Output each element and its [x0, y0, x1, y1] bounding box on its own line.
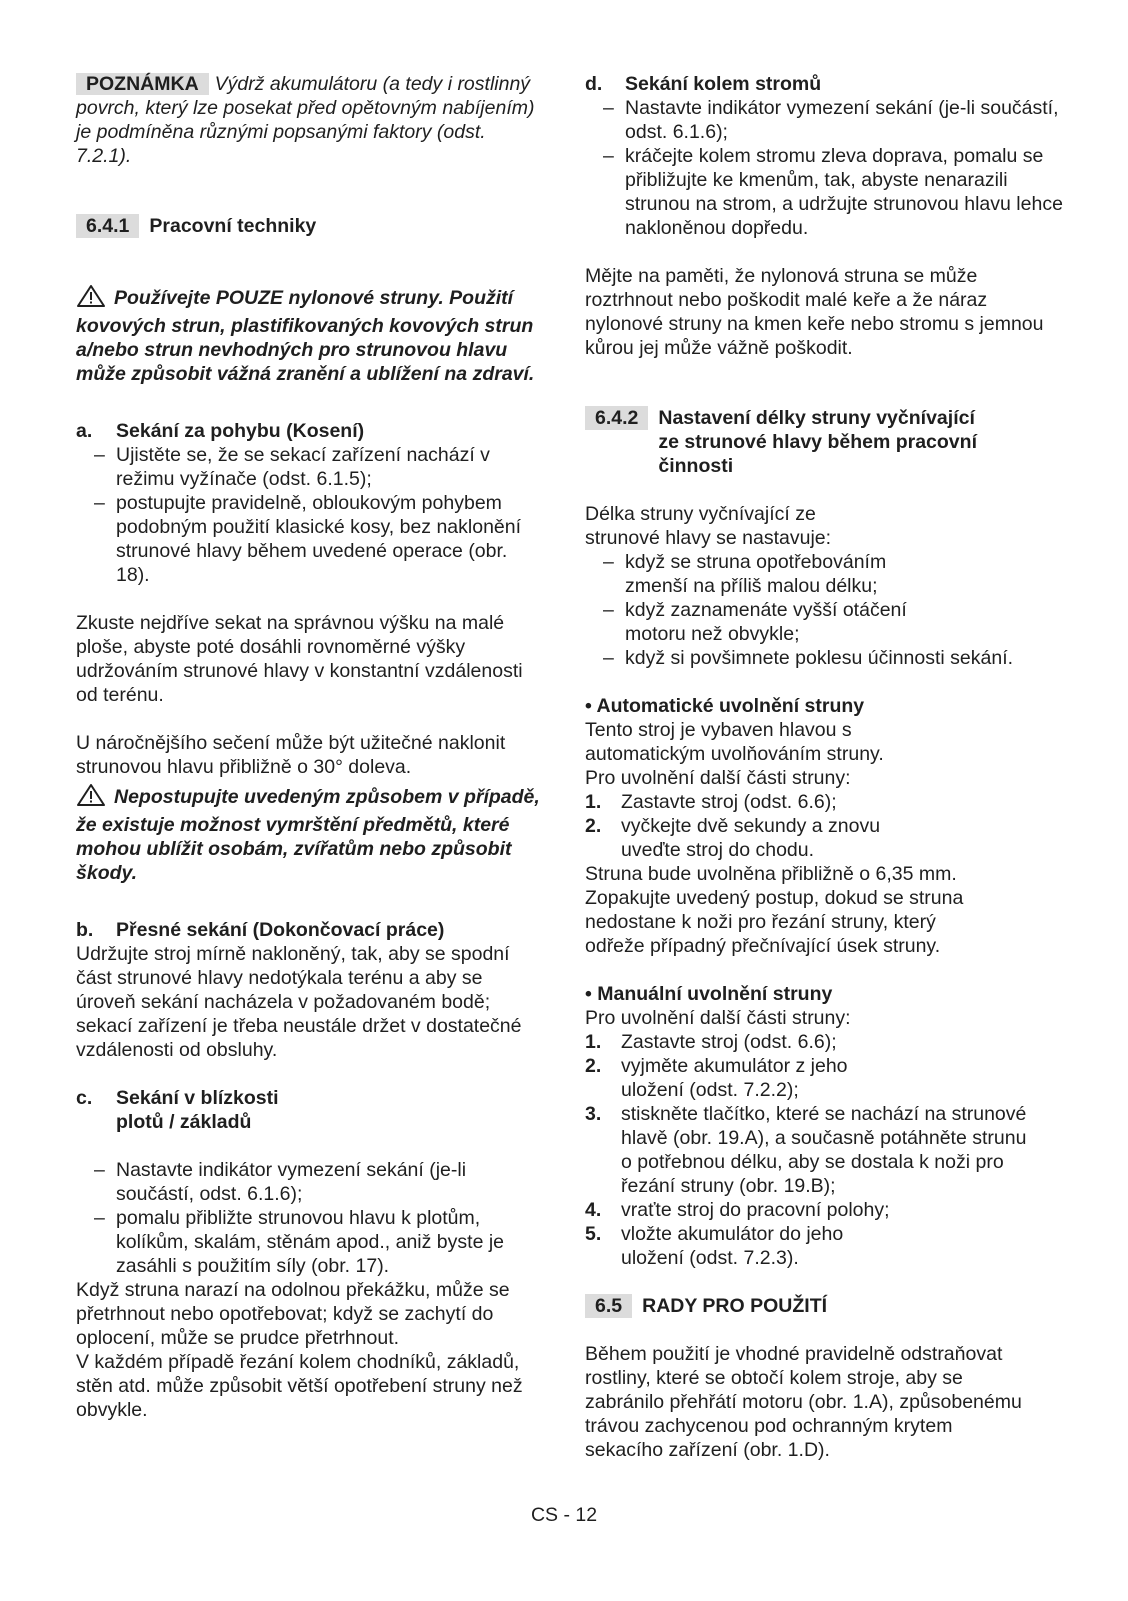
list-item-text: když se struna opotřebováním zmenší na příliš malou délku; [625, 551, 887, 597]
numbered-step [585, 1030, 1065, 1054]
right-column [585, 72, 1065, 1462]
warning-text: Nepostupujte uvedeným způsobem v případě, že existuje možnost vymrštění předmětů, které mohou ublížit osobám, zvířatům nebo způsobit škody. [76, 786, 540, 884]
list-item-text: když si povšimnete poklesu účinnosti sekání. [625, 647, 1014, 669]
list-item: – Nastavte indikátor vymezení sekání (je-li součástí, odst. 6.1.6); [76, 1158, 546, 1206]
step-text: vyčkejte dvě sekundy a znovu uveďte stroj do chodu. [621, 815, 881, 861]
subheading-title: Přesné sekání (Dokončovací práce) [116, 919, 445, 941]
section-number: 6.5 [585, 1294, 632, 1318]
step-text: vyjměte akumulátor z jeho uložení (odst. 7.2.2); [621, 1055, 848, 1101]
subheading-letter: b. [76, 919, 94, 941]
paragraph: Délka struny vyčnívající ze strunové hlavy se nastavuje: [585, 503, 832, 549]
step-number: 2. [585, 815, 602, 837]
list-item: – kráčejte kolem stromu zleva doprava, pomalu se přibližujte ke kmenům, tak, abyste nenarazili strunou na strom, a udržujte strunovou hlavu lehce nakloněnou dopředu. [585, 144, 1065, 240]
list-item-text: pomalu přibližte strunovou hlavu k plotům, kolíkům, skalám, stěnám apod., aniž byste je zasáhli s použitím síly (obr. 17). [116, 1207, 505, 1277]
numbered-step [585, 1102, 1065, 1198]
warning-box [76, 783, 546, 885]
warning-box [76, 284, 546, 386]
page-number: CS - 12 [530, 1504, 598, 1526]
list-item: – Ujistěte se, že se sekací zařízení nachází v režimu vyžínače (odst. 6.1.5); [76, 443, 546, 491]
numbered-step [585, 790, 1065, 814]
list-item: – postupujte pravidelně, obloukovým pohybem podobným použití klasické kosy, bez naklonění strunové hlavy během uvedené operace (obr. 18). [76, 491, 546, 587]
list-item-text: Ujistěte se, že se sekací zařízení nachází v režimu vyžínače (odst. 6.1.5); [116, 444, 490, 490]
step-text: stiskněte tlačítko, které se nachází na strunové hlavě (obr. 19.A), a současně potáhněte strunu o potřebnou délku, aby se dostala k noži pro řezání struny (obr. 19.B); [621, 1103, 1027, 1197]
section-number: 6.4.2 [585, 406, 648, 430]
step-number: 1. [585, 1031, 602, 1053]
numbered-step [585, 1198, 1065, 1222]
note-paragraph [76, 72, 546, 168]
section-title: Pracovní techniky [149, 215, 317, 237]
step-number: 5. [585, 1223, 602, 1245]
warning-triangle-icon [76, 284, 106, 314]
paragraph: U náročnějšího sečení může být užitečné naklonit strunovou hlavu přibližně o 30° doleva. [76, 732, 506, 778]
list-item-text: když zaznamenáte vyšší otáčení motoru než obvykle; [625, 599, 907, 645]
paragraph: Když struna narazí na odolnou překážku, může se přetrhnout nebo opotřebovat; když se zachytí do oplocení, může se prudce přetrhnout. [76, 1279, 510, 1349]
step-number: 1. [585, 791, 602, 813]
list-item-text: kráčejte kolem stromu zleva doprava, pomalu se přibližujte ke kmenům, tak, abyste nenarazili strunou na strom, a udržujte strunovou hlavu lehce nakloněnou dopředu. [625, 145, 1063, 239]
left-column [76, 72, 546, 1422]
numbered-step [585, 1222, 1065, 1270]
step-number: 3. [585, 1103, 602, 1125]
numbered-step [585, 814, 1065, 862]
section-heading-6-4-1 [76, 214, 546, 238]
step-text: vraťte stroj do pracovní polohy; [621, 1199, 890, 1221]
paragraph: Během použití je vhodné pravidelně odstraňovat rostliny, které se obtočí kolem stroje, aby se zabránilo přehřátí motoru (obr. 1.A), způsobenému trávou zachycenou pod ochranným krytem sekacího zařízení (obr. 1.D). [585, 1343, 1022, 1461]
subheading-letter: d. [585, 73, 603, 95]
paragraph: Mějte na paměti, že nylonová struna se může roztrhnout nebo poškodit malé keře a že náraz nylonové struny na kmen keře nebo stromu s jemnou kůrou jej může vážně poškodit. [585, 265, 1044, 359]
paragraph: Udržujte stroj mírně nakloněný, tak, aby se spodní část strunové hlavy nedotýkala terénu a aby se úroveň sekání nacházela v požadovaném bodě; sekací zařízení je třeba neustále držet v dostatečné vzdálenosti od obsluhy. [76, 943, 522, 1061]
step-text: Zastavte stroj (odst. 6.6); [621, 791, 837, 813]
paragraph: Pro uvolnění další části struny: [585, 1007, 851, 1029]
subheading-title: Sekání kolem stromů [625, 73, 822, 95]
subheading-title: Sekání v blízkosti plotů / základů [116, 1087, 279, 1133]
subheading-a [76, 419, 546, 443]
numbered-step [585, 1054, 1065, 1102]
subheading-c [76, 1086, 546, 1134]
section-heading-6-5 [585, 1294, 1065, 1318]
bullet-heading: • Manuální uvolnění struny [585, 983, 833, 1005]
list-item: – když se struna opotřebováním zmenší na příliš malou délku; [585, 550, 1065, 598]
list-item: – když zaznamenáte vyšší otáčení motoru než obvykle; [585, 598, 1065, 646]
paragraph: Pro uvolnění další části struny: [585, 767, 851, 789]
step-text: vložte akumulátor do jeho uložení (odst. 7.2.3). [621, 1223, 844, 1269]
note-text: Výdrž akumulátoru (a tedy i rostlinný povrch, který lze posekat před opětovným nabíjením) je podmíněna různými popsanými faktory (odst. 7.2.1). [76, 73, 535, 167]
subheading-b [76, 918, 546, 942]
paragraph: V každém případě řezání kolem chodníků, základů, stěn atd. může způsobit větší opotřebení struny než obvykle. [76, 1351, 523, 1421]
section-title: RADY PRO POUŽITÍ [642, 1295, 828, 1317]
subheading-letter: c. [76, 1087, 93, 1109]
warning-text: Používejte POUZE nylonové struny. Použití kovových strun, plastifikovaných kovových strun a/nebo strun nevhodných pro strunovou hlavu může způsobit vážná zranění a ublížení na zdraví. [76, 287, 535, 385]
warning-triangle-icon [76, 783, 106, 813]
step-text: Zastavte stroj (odst. 6.6); [621, 1031, 837, 1053]
list-item-text: Nastavte indikátor vymezení sekání (je-li součástí, odst. 6.1.6); [625, 97, 1059, 143]
step-number: 4. [585, 1199, 602, 1221]
section-number: 6.4.1 [76, 214, 139, 238]
list-item: – Nastavte indikátor vymezení sekání (je-li součástí, odst. 6.1.6); [585, 96, 1065, 144]
paragraph: Zkuste nejdříve sekat na správnou výšku na malé ploše, abyste poté dosáhli rovnoměrné výšky udržováním strunové hlavy v konstantní vzdálenosti od terénu. [76, 612, 523, 706]
section-title: Nastavení délky struny vyčnívající ze strunové hlavy během pracovní činnosti [658, 407, 977, 477]
list-item: – když si povšimnete poklesu účinnosti sekání. [603, 647, 1014, 669]
subheading-d [585, 72, 1065, 96]
subheading-letter: a. [76, 420, 93, 442]
list-item-text: Nastavte indikátor vymezení sekání (je-li součástí, odst. 6.1.6); [116, 1159, 467, 1205]
subheading-title: Sekání za pohybu (Kosení) [116, 420, 365, 442]
section-heading-6-4-2 [585, 406, 1065, 478]
list-item-text: postupujte pravidelně, obloukovým pohybem podobným použití klasické kosy, bez naklonění strunové hlavy během uvedené operace (obr. 18). [116, 492, 522, 586]
list-item: – pomalu přibližte strunovou hlavu k plotům, kolíkům, skalám, stěnám apod., aniž byste je zasáhli s použitím síly (obr. 17). [76, 1206, 546, 1278]
paragraph: Struna bude uvolněna přibližně o 6,35 mm. Zopakujte uvedený postup, dokud se struna nedostane k noži pro řezání struny, který odřeže případný přečnívající úsek struny. [585, 863, 964, 957]
paragraph: Tento stroj je vybaven hlavou s automatickým uvolňováním struny. [585, 719, 884, 765]
note-tag: POZNÁMKA [76, 73, 209, 95]
bullet-heading: • Automatické uvolnění struny [585, 695, 865, 717]
step-number: 2. [585, 1055, 602, 1077]
